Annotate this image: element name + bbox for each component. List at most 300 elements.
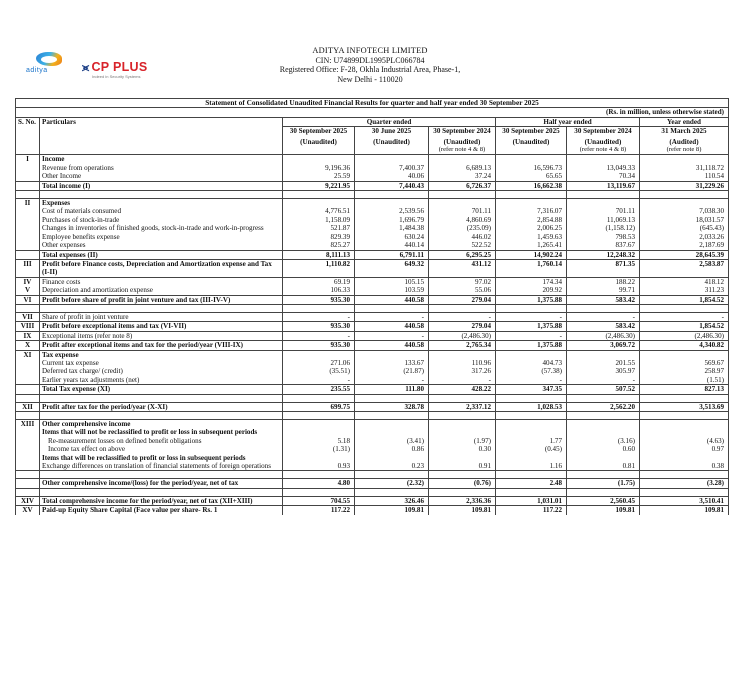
value-col-4: 1,375.88 — [496, 295, 567, 304]
value-col-4: 404.73 — [496, 359, 567, 367]
row-label: Profit after tax for the period/year (X-XI) — [40, 402, 283, 411]
value-col-2: 440.58 — [355, 295, 429, 304]
row-serial: I — [16, 155, 40, 164]
units-note: (Rs. in million, unless otherwise stated) — [496, 108, 729, 117]
spacer-row — [16, 304, 729, 312]
row-serial — [16, 376, 40, 385]
row-serial: XIV — [16, 496, 40, 505]
aditya-logo-icon — [36, 52, 62, 66]
value-col-1: 4,776.51 — [283, 207, 355, 215]
financial-results-table — [15, 98, 729, 515]
value-col-1: 8,111.13 — [283, 250, 355, 259]
row-label: Items that will not be reclassified to profit or loss in subsequent periods — [40, 428, 283, 436]
col4-status: (Unaudited) — [496, 136, 567, 155]
value-col-3: 2,336.36 — [429, 496, 496, 505]
spacer-cell — [283, 488, 355, 496]
value-col-5: 0.60 — [567, 445, 640, 453]
spacer-cell — [496, 412, 567, 420]
value-col-5: 583.42 — [567, 322, 640, 331]
row-label: Income — [40, 155, 283, 164]
spacer-cell — [567, 191, 640, 199]
value-col-4: 14,902.24 — [496, 250, 567, 259]
value-col-5: 798.53 — [567, 233, 640, 241]
row-serial: VII — [16, 312, 40, 321]
row-current-tax — [16, 359, 729, 367]
row-serial: II — [16, 199, 40, 208]
statement-title-row — [16, 99, 729, 108]
value-col-5: (3.16) — [567, 437, 640, 445]
value-col-2: 440.58 — [355, 341, 429, 350]
value-col-6: 28,645.39 — [640, 250, 729, 259]
spacer-cell — [16, 412, 40, 420]
value-col-2: 109.81 — [355, 506, 429, 515]
value-col-5: 13,119.67 — [567, 181, 640, 190]
value-col-5: 2,562.20 — [567, 402, 640, 411]
value-col-4: 1,265.41 — [496, 241, 567, 250]
value-col-3: 431.12 — [429, 259, 496, 277]
value-col-1: 1,158.09 — [283, 216, 355, 224]
value-col-5: 201.55 — [567, 359, 640, 367]
value-col-3: 109.81 — [429, 506, 496, 515]
row-serial: XV — [16, 506, 40, 515]
value-col-1: 106.33 — [283, 286, 355, 295]
value-col-3: (235.09) — [429, 224, 496, 232]
value-col-6: 0.97 — [640, 445, 729, 453]
value-col-4: 1,031.01 — [496, 496, 567, 505]
value-col-3 — [429, 454, 496, 462]
value-col-2 — [355, 428, 429, 436]
row-serial: IX — [16, 331, 40, 340]
value-col-2: 105.15 — [355, 277, 429, 286]
row-deferred-tax — [16, 367, 729, 375]
value-col-2: 1,696.79 — [355, 216, 429, 224]
col5-status: (Unaudited) — [584, 137, 622, 146]
row-employee — [16, 233, 729, 241]
value-col-4: 1,760.14 — [496, 259, 567, 277]
row-label: Profit before Finance costs, Depreciation and Amortization expense and Tax (I-II) — [40, 259, 283, 277]
value-col-1: - — [283, 376, 355, 385]
value-col-5: 70.34 — [567, 172, 640, 181]
row-serial — [16, 241, 40, 250]
value-col-3: 317.26 — [429, 367, 496, 375]
value-col-3: 2,765.34 — [429, 341, 496, 350]
spacer-cell — [429, 488, 496, 496]
company-header — [200, 46, 540, 84]
sno-header: S. No. — [16, 117, 40, 155]
value-col-5: (2,486.30) — [567, 331, 640, 340]
row-serial — [16, 462, 40, 471]
value-col-4 — [496, 155, 567, 164]
row-label: Total expenses (II) — [40, 250, 283, 259]
col2-date: 30 June 2025 — [355, 127, 429, 136]
col5-date: 30 September 2024 — [567, 127, 640, 136]
value-col-2: 0.86 — [355, 445, 429, 453]
value-col-2: 630.24 — [355, 233, 429, 241]
spacer-cell — [16, 304, 40, 312]
col2-status: (Unaudited) — [355, 136, 429, 155]
row-label: Tax expense — [40, 350, 283, 359]
value-col-4: 7,316.07 — [496, 207, 567, 215]
value-col-4: 1,375.88 — [496, 341, 567, 350]
value-col-1: 699.75 — [283, 402, 355, 411]
row-earlier-tax — [16, 376, 729, 385]
value-col-1: 935.30 — [283, 341, 355, 350]
cp-plus-mark-icon: ⪤ — [82, 62, 90, 74]
value-col-4: 16,596.73 — [496, 164, 567, 172]
row-label: Revenue from operations — [40, 164, 283, 172]
company-name: ADITYA INFOTECH LIMITED — [312, 46, 428, 55]
row-label: Profit before exceptional items and tax (VI-VII) — [40, 322, 283, 331]
value-col-2: 440.58 — [355, 322, 429, 331]
value-col-4: - — [496, 331, 567, 340]
row-label: Other comprehensive income/(loss) for the period/year, net of tax — [40, 479, 283, 488]
value-col-2: 40.06 — [355, 172, 429, 181]
col1-date: 30 September 2025 — [283, 127, 355, 136]
row-total-tax — [16, 385, 729, 394]
spacer-cell — [16, 191, 40, 199]
spacer-row — [16, 471, 729, 479]
value-col-1: 1,110.82 — [283, 259, 355, 277]
value-col-2: (2.32) — [355, 479, 429, 488]
value-col-6: (4.63) — [640, 437, 729, 445]
row-serial — [16, 250, 40, 259]
value-col-1: 829.39 — [283, 233, 355, 241]
spacer-cell — [355, 488, 429, 496]
spacer-row — [16, 412, 729, 420]
row-serial — [16, 224, 40, 232]
row-revenue — [16, 164, 729, 172]
value-col-3: 279.04 — [429, 295, 496, 304]
value-col-1: 521.87 — [283, 224, 355, 232]
value-col-2: 1,484.38 — [355, 224, 429, 232]
cp-plus-logo-text: CP PLUS — [91, 60, 148, 74]
value-col-5: 2,560.45 — [567, 496, 640, 505]
row-pbf — [16, 259, 729, 277]
value-col-4: (0.45) — [496, 445, 567, 453]
half-year-ended-header: Half year ended — [496, 117, 640, 126]
value-col-5: 701.11 — [567, 207, 640, 215]
spacer-cell — [283, 191, 355, 199]
value-col-2: 133.67 — [355, 359, 429, 367]
value-col-6: 569.67 — [640, 359, 729, 367]
value-col-1: (35.51) — [283, 367, 355, 375]
row-total-exp — [16, 250, 729, 259]
value-col-2: 326.46 — [355, 496, 429, 505]
value-col-1: 69.19 — [283, 277, 355, 286]
row-serial: XIII — [16, 420, 40, 429]
value-col-2: 111.80 — [355, 385, 429, 394]
spacer-cell — [429, 412, 496, 420]
spacer-cell — [640, 471, 729, 479]
spacer-cell — [40, 488, 283, 496]
spacer-cell — [40, 304, 283, 312]
col6-date: 31 March 2025 — [640, 127, 729, 136]
spacer-cell — [567, 471, 640, 479]
value-col-5 — [567, 428, 640, 436]
value-col-2: 2,539.56 — [355, 207, 429, 215]
value-col-5: - — [567, 376, 640, 385]
value-col-4: 347.35 — [496, 385, 567, 394]
row-serial — [16, 181, 40, 190]
row-serial — [16, 164, 40, 172]
value-col-6: (2,486.30) — [640, 331, 729, 340]
row-serial: IV — [16, 277, 40, 286]
value-col-3: (1.97) — [429, 437, 496, 445]
value-col-6: 31,118.72 — [640, 164, 729, 172]
row-label: Total comprehensive income for the period/year, net of tax (XII+XIII) — [40, 496, 283, 505]
value-col-2: 6,791.11 — [355, 250, 429, 259]
value-col-4: 16,662.38 — [496, 181, 567, 190]
row-serial: X — [16, 341, 40, 350]
value-col-4: - — [496, 376, 567, 385]
col3-status-cell — [429, 136, 496, 155]
value-col-3: 6,689.13 — [429, 164, 496, 172]
value-col-6: (1.51) — [640, 376, 729, 385]
row-tax-head — [16, 350, 729, 359]
row-oci-total — [16, 479, 729, 488]
value-col-6: 31,229.26 — [640, 181, 729, 190]
value-col-3: 0.30 — [429, 445, 496, 453]
row-label: Cost of materials consumed — [40, 207, 283, 215]
value-col-3: (0.76) — [429, 479, 496, 488]
value-col-6: 4,340.82 — [640, 341, 729, 350]
row-pbs — [16, 295, 729, 304]
quarter-ended-header: Quarter ended — [283, 117, 496, 126]
row-label: Paid-up Equity Share Capital (Face value per share- Rs. 1 — [40, 506, 283, 515]
value-col-2: 0.23 — [355, 462, 429, 471]
value-col-6: 109.81 — [640, 506, 729, 515]
aditya-logo-text: aditya — [26, 67, 48, 74]
value-col-3: 37.24 — [429, 172, 496, 181]
statement-title: Statement of Consolidated Unaudited Financial Results for quarter and half year ended 30 September 2025 — [16, 99, 729, 108]
value-col-5 — [567, 350, 640, 359]
value-col-6: 1,854.52 — [640, 295, 729, 304]
value-col-2: (21.87) — [355, 367, 429, 375]
spacer-row — [16, 394, 729, 402]
value-col-4 — [496, 428, 567, 436]
value-col-3 — [429, 350, 496, 359]
row-serial — [16, 172, 40, 181]
spacer-cell — [496, 191, 567, 199]
row-income-head — [16, 155, 729, 164]
value-col-6 — [640, 350, 729, 359]
value-col-5 — [567, 420, 640, 429]
spacer-cell — [355, 394, 429, 402]
spacer-cell — [496, 394, 567, 402]
row-serial — [16, 216, 40, 224]
value-col-2: - — [355, 312, 429, 321]
spacer-cell — [640, 191, 729, 199]
value-col-6: 311.23 — [640, 286, 729, 295]
value-col-5: 507.52 — [567, 385, 640, 394]
row-serial: V — [16, 286, 40, 295]
spacer-cell — [355, 304, 429, 312]
value-col-6 — [640, 428, 729, 436]
company-logos — [22, 50, 152, 80]
value-col-3: 4,860.69 — [429, 216, 496, 224]
value-col-3 — [429, 155, 496, 164]
value-col-3 — [429, 420, 496, 429]
spacer-cell — [283, 412, 355, 420]
row-serial — [16, 385, 40, 394]
row-label: Re-measurement losses on defined benefit obligations — [40, 437, 283, 445]
col5-note: (refer note 4 & 8) — [579, 146, 627, 154]
spacer-cell — [16, 394, 40, 402]
row-tci — [16, 496, 729, 505]
value-col-4: 209.92 — [496, 286, 567, 295]
value-col-6: 18,031.57 — [640, 216, 729, 224]
value-col-4 — [496, 420, 567, 429]
value-col-2 — [355, 155, 429, 164]
value-col-6: 2,033.26 — [640, 233, 729, 241]
value-col-2: - — [355, 331, 429, 340]
value-col-2: 7,400.37 — [355, 164, 429, 172]
row-serial — [16, 207, 40, 215]
spacer-cell — [40, 412, 283, 420]
value-col-1 — [283, 199, 355, 208]
value-col-2 — [355, 454, 429, 462]
row-serial: III — [16, 259, 40, 277]
spacer-cell — [16, 471, 40, 479]
value-col-4: 1.16 — [496, 462, 567, 471]
registered-office: Registered Office: F-28, Okhla Industrial Area, Phase-1, — [279, 65, 461, 75]
row-serial — [16, 454, 40, 462]
value-col-2 — [355, 350, 429, 359]
value-col-4: - — [496, 312, 567, 321]
value-col-5: 837.67 — [567, 241, 640, 250]
value-col-1: 825.27 — [283, 241, 355, 250]
row-serial: VIII — [16, 322, 40, 331]
value-col-1: 935.30 — [283, 295, 355, 304]
row-expenses-head — [16, 199, 729, 208]
value-col-3: (2,486.30) — [429, 331, 496, 340]
row-oci-reclass — [16, 454, 729, 462]
row-pae — [16, 341, 729, 350]
spacer-cell — [40, 191, 283, 199]
spacer-row — [16, 191, 729, 199]
value-col-3: 701.11 — [429, 207, 496, 215]
value-col-1 — [283, 420, 355, 429]
row-pat — [16, 402, 729, 411]
value-col-2 — [355, 199, 429, 208]
value-col-3: 97.02 — [429, 277, 496, 286]
row-serial: VI — [16, 295, 40, 304]
spacer-cell — [283, 471, 355, 479]
row-label: Total income (I) — [40, 181, 283, 190]
row-label: Share of profit in joint venture — [40, 312, 283, 321]
row-label: Deferred tax charge/ (credit) — [40, 367, 283, 375]
spacer-cell — [640, 412, 729, 420]
spacer-cell — [429, 394, 496, 402]
cp-plus-logo — [82, 60, 148, 75]
value-col-1 — [283, 428, 355, 436]
col6-status-cell — [640, 136, 729, 155]
col6-note: (refer note 8) — [666, 146, 702, 154]
row-label: Items that will be reclassified to profit or loss in subsequent periods — [40, 454, 283, 462]
row-total-income — [16, 181, 729, 190]
value-col-5: 188.22 — [567, 277, 640, 286]
row-serial — [16, 437, 40, 445]
row-label: Employee benefits expense — [40, 233, 283, 241]
value-col-4 — [496, 454, 567, 462]
value-col-4: 1.77 — [496, 437, 567, 445]
value-col-6: (645.43) — [640, 224, 729, 232]
value-col-2: 103.59 — [355, 286, 429, 295]
value-col-3: 446.02 — [429, 233, 496, 241]
row-label: Exchange differences on translation of financial statements of foreign operations — [40, 462, 283, 471]
value-col-6: 2,583.87 — [640, 259, 729, 277]
value-col-3 — [429, 428, 496, 436]
value-col-5: 871.35 — [567, 259, 640, 277]
col5-status-cell — [567, 136, 640, 155]
spacer-cell — [40, 394, 283, 402]
value-col-1: 704.55 — [283, 496, 355, 505]
value-col-3: 428.22 — [429, 385, 496, 394]
row-other-income — [16, 172, 729, 181]
row-serial — [16, 445, 40, 453]
value-col-2: - — [355, 376, 429, 385]
col4-date: 30 September 2025 — [496, 127, 567, 136]
value-col-5: 12,248.32 — [567, 250, 640, 259]
value-col-3: 279.04 — [429, 322, 496, 331]
row-jv — [16, 312, 729, 321]
spacer-cell — [283, 304, 355, 312]
row-label: Other expenses — [40, 241, 283, 250]
spacer-cell — [567, 394, 640, 402]
value-col-4: 117.22 — [496, 506, 567, 515]
row-remeasure-tax — [16, 445, 729, 453]
row-label: Exceptional items (refer note 8) — [40, 331, 283, 340]
value-col-3: 55.06 — [429, 286, 496, 295]
value-col-6: 3,510.41 — [640, 496, 729, 505]
row-label: Current tax expense — [40, 359, 283, 367]
value-col-3: 522.52 — [429, 241, 496, 250]
spacer-cell — [40, 471, 283, 479]
spacer-cell — [640, 394, 729, 402]
row-serial — [16, 367, 40, 375]
value-col-5: 0.81 — [567, 462, 640, 471]
spacer-cell — [567, 488, 640, 496]
value-col-4: 2,854.88 — [496, 216, 567, 224]
row-label: Other Income — [40, 172, 283, 181]
row-label: Changes in inventories of finished goods, stock-in-trade and work-in-progress — [40, 224, 283, 232]
value-col-4: 1,028.53 — [496, 402, 567, 411]
value-col-5: 109.81 — [567, 506, 640, 515]
row-finance — [16, 277, 729, 286]
value-col-2: 649.32 — [355, 259, 429, 277]
value-col-1 — [283, 155, 355, 164]
header-row-1 — [16, 117, 729, 126]
value-col-1: 117.22 — [283, 506, 355, 515]
company-cin: CIN: U74899DL1995PLC066784 — [315, 55, 425, 65]
spacer-cell — [496, 304, 567, 312]
row-oci-not-reclass — [16, 428, 729, 436]
row-label: Total Tax expense (XI) — [40, 385, 283, 394]
spacer-cell — [567, 412, 640, 420]
spacer-cell — [355, 191, 429, 199]
col3-date: 30 September 2024 — [429, 127, 496, 136]
row-label: Other comprehensive income — [40, 420, 283, 429]
value-col-2: (3.41) — [355, 437, 429, 445]
row-equity — [16, 506, 729, 515]
value-col-5: - — [567, 312, 640, 321]
value-col-1: - — [283, 331, 355, 340]
value-col-5: 305.97 — [567, 367, 640, 375]
row-label: Profit after exceptional items and tax for the period/year (VIII-IX) — [40, 341, 283, 350]
value-col-5: 11,069.13 — [567, 216, 640, 224]
value-col-5: 583.42 — [567, 295, 640, 304]
value-col-2 — [355, 420, 429, 429]
